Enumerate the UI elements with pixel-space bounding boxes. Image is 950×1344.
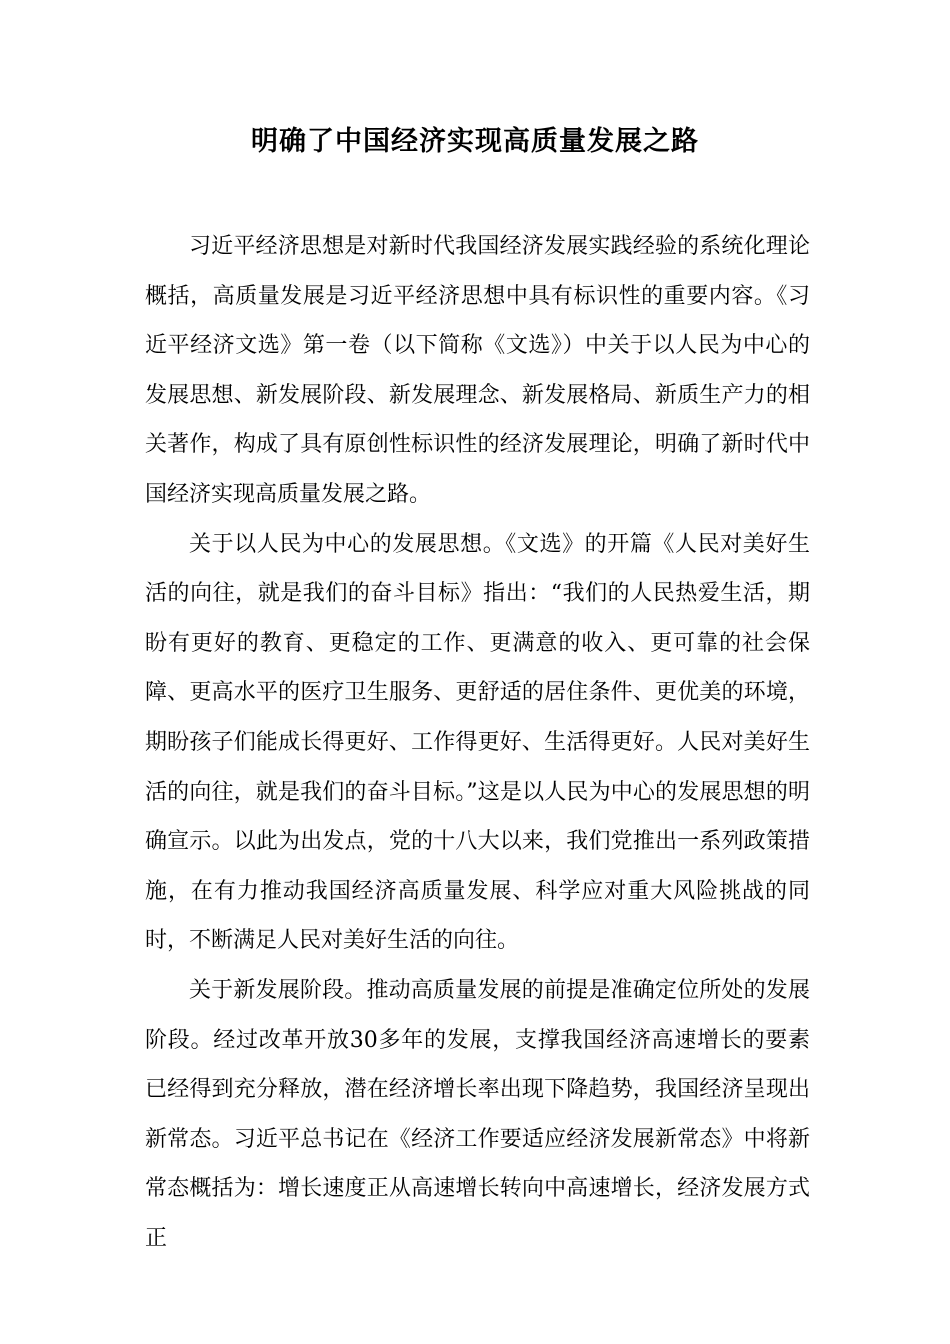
document-body: [145, 222, 810, 1263]
paragraph-3: 关于新发展阶段。推动高质量发展的前提是准确定位所处的发展阶段。经过改革开放30多年的发展，支撑我国经济高速增长的要素已经得到充分释放，潜在经济增长率出现下降趋势，我国经济呈现出新常态。习近平总书记在《经济工作要适应经济发展新常态》中将新常态概括为：增长速度正从高速增长转向中高速增长，经济发展方式正: [145, 977, 810, 1251]
paragraph-1: 习近平经济思想是对新时代我国经济发展实践经验的系统化理论概括，高质量发展是习近平经济思想中具有标识性的重要内容。《习近平经济文选》第一卷（以下简称《文选》）中关于以人民为中心的发展思想、新发展阶段、新发展理念、新发展格局、新质生产力的相关著作，构成了具有原创性标识性的经济发展理论，明确了新时代中国经济实现高质量发展之路。: [145, 234, 810, 507]
document-title: 明确了中国经济实现高质量发展之路: [251, 126, 699, 157]
paragraph-2: 关于以人民为中心的发展思想。《文选》的开篇《人民对美好生活的向往，就是我们的奋斗目标》指出：“我们的人民热爱生活，期盼有更好的教育、更稳定的工作、更满意的收入、更可靠的社会保障、更高水平的医疗卫生服务、更舒适的居住条件、更优美的环境，期盼孩子们能成长得更好、工作得更好、生活得更好。人民对美好生活的向往，就是我们的奋斗目标。”这是以人民为中心的发展思想的明确宣示。以此为出发点，党的十八大以来，我们党推出一系列政策措施，在有力推动我国经济高质量发展、科学应对重大风险挑战的同时，不断满足人民对美好生活的向往。: [145, 531, 810, 954]
